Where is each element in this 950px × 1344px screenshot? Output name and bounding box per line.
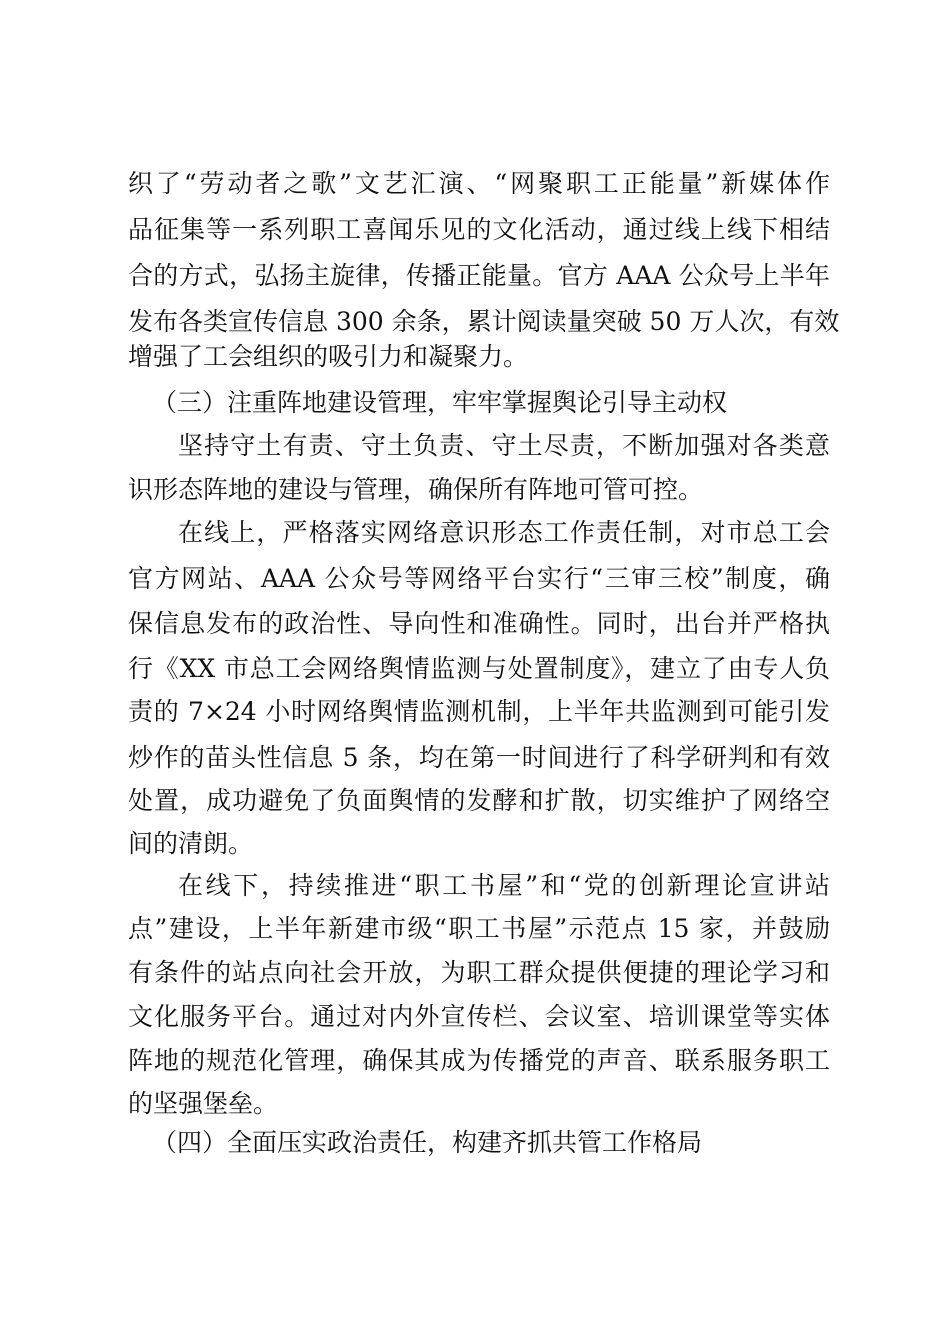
text-line: 坚持守土有责、守土负责、守土尽责，不断加强对各类意: [178, 431, 830, 460]
text-line: 责的 7×24 小时网络舆情监测机制，上半年共监测到可能引发: [128, 697, 830, 726]
text-line: 识形态阵地的建设与管理，确保所有阵地可管可控。: [128, 475, 704, 504]
text-line: 在线上，严格落实网络意识形态工作责任制，对市总工会: [178, 518, 830, 547]
text-line: 阵地的规范化管理，确保其成为传播党的声音、联系服务职工: [128, 1046, 830, 1075]
text-line: 有条件的站点向社会开放，为职工群众提供便捷的理论学习和: [128, 958, 830, 987]
section-heading-4: （四）全面压实政治责任，构建齐抓共管工作格局: [152, 1128, 703, 1157]
text-line: 点”建设，上半年新建市级“职工书屋”示范点 15 家，并鼓励: [128, 914, 830, 943]
text-line: 文化服务平台。通过对内外宣传栏、会议室、培训课堂等实体: [128, 1002, 830, 1031]
text-line: 的坚强堡垒。: [128, 1089, 279, 1118]
text-line: 发布各类宣传信息 300 余条，累计阅读量突破 50 万人次，有效: [128, 307, 840, 336]
text-line: 官方网站、AAA 公众号等网络平台实行“三审三校”制度，确: [128, 564, 830, 593]
text-line: 增强了工会组织的吸引力和凝聚力。: [128, 342, 529, 371]
section-heading-3: （三）注重阵地建设管理，牢牢掌握舆论引导主动权: [152, 388, 728, 417]
text-line: 炒作的苗头性信息 5 条，均在第一时间进行了科学研判和有效: [128, 743, 830, 772]
text-line: 织了“劳动者之歌”文艺汇演、“网聚职工正能量”新媒体作: [128, 169, 830, 198]
text-line: 间的清朗。: [128, 829, 254, 858]
text-line: 处置，成功避免了负面舆情的发酵和扩散，切实维护了网络空: [128, 786, 830, 815]
text-line: 保信息发布的政治性、导向性和准确性。同时，出台并严格执: [128, 609, 830, 638]
text-line: 品征集等一系列职工喜闻乐见的文化活动，通过线上线下相结: [128, 215, 830, 244]
text-line: 合的方式，弘扬主旋律，传播正能量。官方 AAA 公众号上半年: [128, 261, 830, 290]
text-line: 在线下，持续推进“职工书屋”和“党的创新理论宣讲站: [178, 871, 830, 900]
text-line: 行《XX 市总工会网络舆情监测与处置制度》，建立了由专人负: [128, 654, 830, 683]
